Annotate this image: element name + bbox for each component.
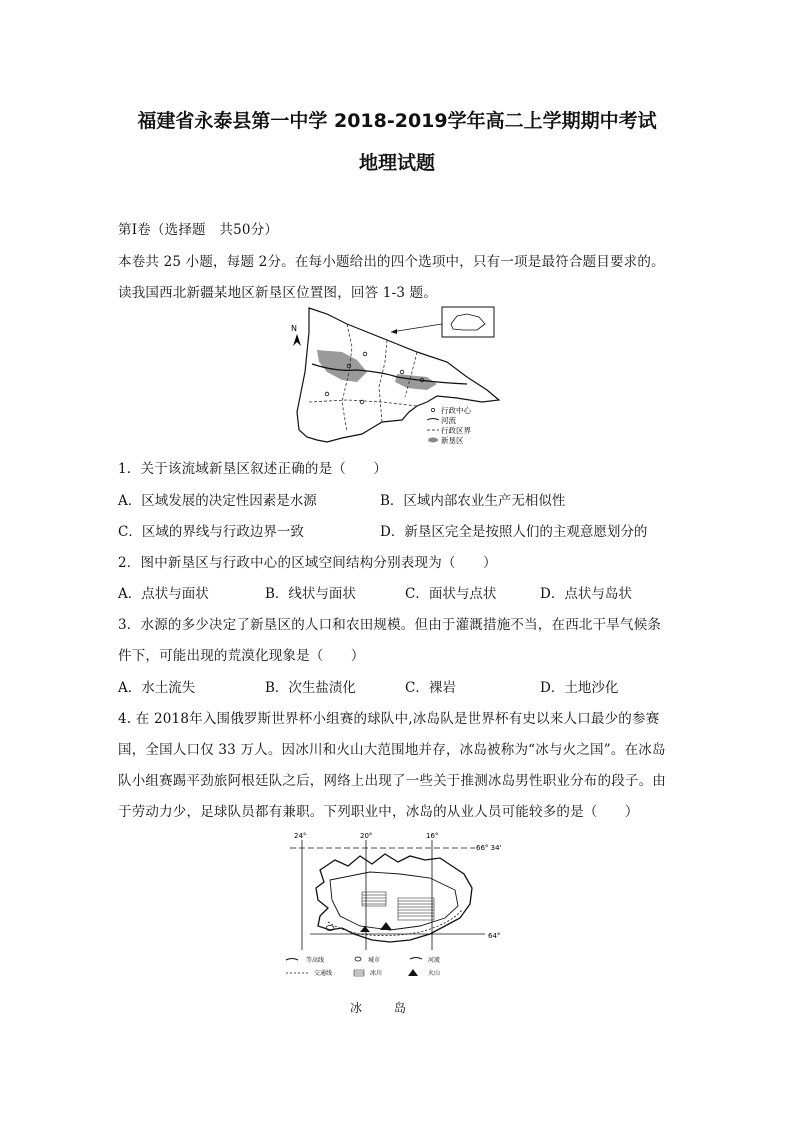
q3-option-c[interactable]: C．裸岩: [405, 680, 456, 696]
iceland-caption: 冰 岛: [350, 1001, 417, 1015]
q4-line4: 于劳动力少，足球队员都有兼职。下列职业中，冰岛的从业人员可能较多的是（ ）: [118, 804, 639, 820]
q2-option-a[interactable]: A．点状与面状: [118, 586, 209, 602]
q2-option-b[interactable]: B．线状与面状: [265, 586, 356, 602]
q3-option-a[interactable]: A．水土流失: [118, 680, 196, 696]
volcano-icon: [380, 922, 392, 930]
lon-24-label: 24°: [294, 832, 307, 840]
q4-line2: 国，全国人口仅 33 万人。因冰川和火山大范围地并存，冰岛被称为“冰与火之国”。在冰岛: [118, 742, 666, 758]
group-intro: 读我国西北新疆某地区新垦区位置图，回答 1-3 题。: [118, 285, 438, 301]
legend-contour-label: 等高线: [306, 957, 325, 964]
legend-river-label: 河流: [441, 416, 456, 425]
boundary-line: [405, 352, 417, 397]
q2-option-d[interactable]: D．点状与岛状: [540, 586, 632, 602]
admin-center-point: [360, 400, 364, 404]
legend-boundary-label: 行政区界: [441, 426, 471, 435]
q3-stem-line1: 3．水源的多少决定了新垦区的人口和农田规模。但由于灌溉措施不当，在西北干旱气候条: [118, 617, 662, 633]
q4-line1: 4. 在 2018年入围俄罗斯世界杯小组赛的球队中,冰岛队是世界杯有史以来人口最少的参赛: [118, 711, 660, 727]
legend-city-icon: [355, 957, 361, 961]
q2-stem: 2．图中新垦区与行政中心的区域空间结构分别表现为（ ）: [118, 555, 497, 571]
legend-volcano-label: 火山: [428, 970, 441, 977]
inset-pointer: [391, 324, 442, 332]
glacier-areas: [362, 892, 434, 920]
north-arrow-icon: [293, 334, 301, 346]
legend-river-icon: [427, 419, 439, 421]
admin-center-point: [363, 352, 367, 356]
legend-transport-label: 交通线: [314, 970, 333, 977]
legend-river-icon: [410, 958, 422, 960]
instructions: 本卷共 25 小题，每题 2分。在每小题给出的四个选项中，只有一项是最符合题目要求的。: [118, 254, 665, 270]
boundary-line: [379, 340, 387, 422]
q2-option-c[interactable]: C．面状与点状: [405, 586, 497, 602]
lon-16-label: 16°: [426, 832, 439, 840]
legend-reclaim-icon: [428, 438, 438, 443]
q3-option-d[interactable]: D．土地沙化: [540, 680, 619, 696]
q3-option-b[interactable]: B．次生盐渍化: [265, 680, 356, 696]
admin-center-point: [325, 392, 329, 396]
reclaim-zone: [317, 350, 367, 382]
q1-option-a[interactable]: A．区域发展的决定性因素是水源: [118, 493, 317, 509]
xinjiang-map: [287, 302, 507, 446]
legend-reclaim-label: 新垦区: [441, 436, 464, 445]
inset-frame: [442, 307, 494, 337]
exam-title: 福建省永泰县第一中学 2018-2019学年高二上学期期中考试: [137, 110, 657, 132]
iceland-map: [280, 830, 512, 990]
legend-admin-icon: [431, 408, 434, 411]
legend-contour-icon: [286, 959, 298, 961]
legend-river-label: 河流: [428, 957, 441, 964]
lat-64-label: 64°: [488, 932, 501, 940]
north-label: N: [291, 324, 297, 333]
legend-city-label: 城市: [368, 957, 381, 964]
q4-line3: 队小组赛踢平劲旅阿根廷队之后，网络上出现了一些关于推测冰岛男性职业分布的段子。由: [118, 773, 666, 789]
q1-stem: 1．关于该流域新垦区叙述正确的是（ ）: [118, 461, 388, 477]
legend-volcano-icon: [408, 969, 418, 976]
contour-line: [330, 872, 458, 930]
legend-glacier-label: 冰川: [370, 970, 383, 977]
iceland-outline: [316, 854, 472, 942]
legend-glacier-icon: [354, 970, 364, 976]
section-header: 第Ⅰ卷（选择题 共50分）: [118, 222, 279, 238]
lat-6634-label: 66° 34': [476, 844, 502, 852]
lon-20-label: 20°: [360, 832, 373, 840]
q1-option-b[interactable]: B．区域内部农业生产无相似性: [380, 493, 566, 509]
admin-center-point: [400, 370, 404, 374]
legend-admin-label: 行政中心: [441, 406, 471, 415]
exam-subtitle: 地理试题: [358, 152, 435, 174]
q1-option-c[interactable]: C．区域的界线与行政边界一致: [118, 524, 304, 540]
q3-stem-line2: 件下，可能出现的荒漠化现象是（ ）: [118, 648, 365, 664]
q1-option-d[interactable]: D．新垦区完全是按照人们的主观意愿划分的: [380, 524, 648, 540]
